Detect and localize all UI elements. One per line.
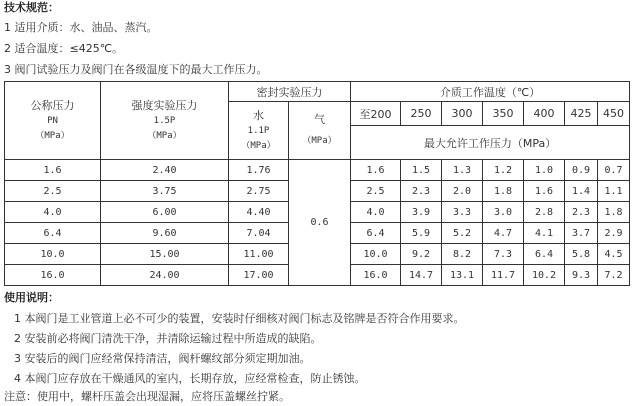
- temp-cell: 7.2: [598, 265, 630, 286]
- temp-cell: 9.3: [565, 265, 598, 286]
- usage-item-2: 2 安装前必将阀门清洗干净，并清除运输过程中所造成的缺陷。: [14, 332, 322, 345]
- temp-cell: 2.3: [565, 202, 598, 223]
- temp-cell: 3.7: [565, 223, 598, 244]
- temp-cell: 2.5: [351, 181, 401, 202]
- usage-note: 注意：使用中，螺杆压盖会出现湿漏，应将压盖螺丝拧紧。: [4, 390, 290, 403]
- temp-col-450: 450: [598, 102, 630, 126]
- water-header: 水 1.1P （MPa）: [229, 102, 289, 160]
- temp-cell: 4.0: [351, 202, 401, 223]
- temp-cell: 7.3: [483, 244, 524, 265]
- temp-cell: 1.0: [524, 160, 565, 181]
- strength-cell: 3.75: [101, 181, 229, 202]
- strength-cell: 6.00: [101, 202, 229, 223]
- temp-cell: 3.9: [401, 202, 442, 223]
- strength-cell: 15.00: [101, 244, 229, 265]
- temp-cell: 10.2: [524, 265, 565, 286]
- temp-cell: 0.9: [565, 160, 598, 181]
- temp-cell: 1.1: [598, 181, 630, 202]
- temp-cell: 6.4: [351, 223, 401, 244]
- temp-cell: 6.4: [524, 244, 565, 265]
- pn-cell: 4.0: [5, 202, 101, 223]
- water-cell: 7.04: [229, 223, 289, 244]
- pn-cell: 10.0: [5, 244, 101, 265]
- temp-cell: 4.7: [483, 223, 524, 244]
- strength-cell: 9.60: [101, 223, 229, 244]
- usage-item-3: 3 安装后的阀门应经常保持清洁，阀杆螺纹部分须定期加油。: [14, 352, 311, 365]
- temp-cell: 3.3: [442, 202, 483, 223]
- tech-spec-item-3: 3 阀门试验压力及阀门在各级温度下的最大工作压力。: [4, 63, 268, 76]
- temp-cell: 2.3: [401, 181, 442, 202]
- temp-col-200: 至200: [351, 102, 401, 126]
- temp-cell: 1.8: [483, 181, 524, 202]
- temp-cell: 5.9: [401, 223, 442, 244]
- temp-cell: 2.9: [598, 223, 630, 244]
- temp-cell: 1.6: [524, 181, 565, 202]
- temp-cell: 1.2: [483, 160, 524, 181]
- gas-cell: 0.6: [289, 160, 351, 286]
- usage-item-4: 4 本阀门应存放在干燥通风的室内，长期存放，应经常检查，防止锈蚀。: [14, 372, 366, 385]
- usage-item-1: 1 本阀门是工业管道上必不可少的装置，安装时仔细核对阀门标志及铭牌是否符合作用要求。: [14, 312, 465, 325]
- strength-test-header: 强度实验压力 1.5P （MPa）: [101, 82, 229, 160]
- temp-cell: 4.5: [598, 244, 630, 265]
- water-cell: 1.76: [229, 160, 289, 181]
- nominal-pressure-header: 公称压力 PN （MPa）: [5, 82, 101, 160]
- temp-col-400: 400: [524, 102, 565, 126]
- temp-cell: 1.3: [442, 160, 483, 181]
- temp-cell: 16.0: [351, 265, 401, 286]
- temp-cell: 2.8: [524, 202, 565, 223]
- temp-col-350: 350: [483, 102, 524, 126]
- temp-col-250: 250: [401, 102, 442, 126]
- temp-cell: 4.1: [524, 223, 565, 244]
- temp-cell: 8.2: [442, 244, 483, 265]
- temp-col-425: 425: [565, 102, 598, 126]
- temp-cell: 1.4: [565, 181, 598, 202]
- seal-test-header: 密封实验压力: [229, 82, 351, 102]
- pn-cell: 2.5: [5, 181, 101, 202]
- temp-cell: 10.0: [351, 244, 401, 265]
- temp-cell: 2.0: [442, 181, 483, 202]
- strength-cell: 2.40: [101, 160, 229, 181]
- temp-cell: 5.8: [565, 244, 598, 265]
- temp-cell: 5.2: [442, 223, 483, 244]
- temp-col-300: 300: [442, 102, 483, 126]
- temp-cell: 11.7: [483, 265, 524, 286]
- water-cell: 11.00: [229, 244, 289, 265]
- temp-cell: 14.7: [401, 265, 442, 286]
- pressure-table: [4, 81, 630, 286]
- temp-cell: 1.5: [401, 160, 442, 181]
- tech-spec-item-1: 1 适用介质：水、油品、蒸汽。: [4, 21, 158, 34]
- pn-cell: 16.0: [5, 265, 101, 286]
- temperature-header: 介质工作温度（℃）: [351, 82, 630, 102]
- tech-spec-title: 技术规范：: [4, 1, 59, 14]
- max-pressure-header: 最大允许工作压力（MPa）: [351, 126, 630, 160]
- header-row-1: [5, 82, 630, 102]
- temp-cell: 13.1: [442, 265, 483, 286]
- water-cell: 2.75: [229, 181, 289, 202]
- temp-cell: 1.6: [351, 160, 401, 181]
- water-cell: 4.40: [229, 202, 289, 223]
- temp-cell: 9.2: [401, 244, 442, 265]
- water-cell: 17.00: [229, 265, 289, 286]
- pn-cell: 1.6: [5, 160, 101, 181]
- table-row: [5, 160, 630, 181]
- usage-title: 使用说明：: [4, 291, 59, 304]
- strength-cell: 24.00: [101, 265, 229, 286]
- tech-spec-item-2: 2 适合温度：≤425℃。: [4, 42, 124, 55]
- gas-header: 气 （MPa）: [289, 102, 351, 160]
- pn-cell: 6.4: [5, 223, 101, 244]
- temp-cell: 1.8: [598, 202, 630, 223]
- temp-cell: 0.7: [598, 160, 630, 181]
- temp-cell: 3.0: [483, 202, 524, 223]
